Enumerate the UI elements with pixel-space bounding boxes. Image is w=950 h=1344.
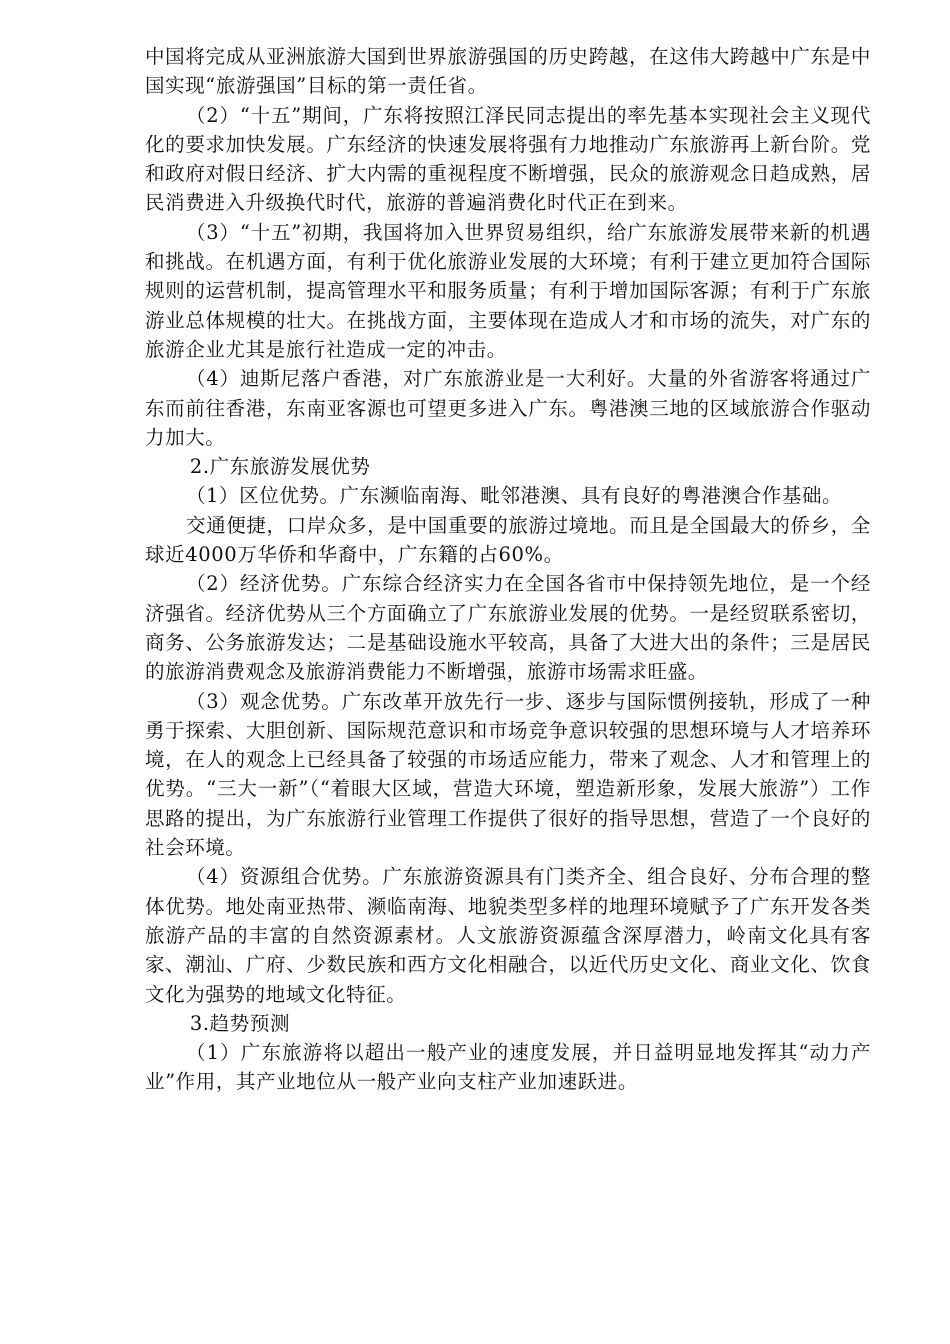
paragraph-advantage-resources: （4）资源组合优势。广东旅游资源具有门类齐全、组合良好、分布合理的整体优势。地处南亚热带、濒临南海、地貌类型多样的地理环境赋予了广东开发各类旅游产品的丰富的自然资源素材。人文旅游资源蕴含深厚潜力，岭南文化具有客家、潮汕、广府、少数民族和西方文化相融合，以近代历史文化、商业文化、饮食文化为强势的地域文化特征。 bbox=[145, 865, 871, 1006]
paragraph-advantage-transport: 交通便捷，口岸众多，是中国重要的旅游过境地。而且是全国最大的侨乡，全球近4000万华侨和华裔中，广东籍的占60%。 bbox=[145, 513, 871, 567]
section-heading-advantages: 2.广东旅游发展优势 bbox=[189, 455, 371, 479]
paragraph-trend-1: （1）广东旅游将以超出一般产业的速度发展，并日益明显地发挥其“动力产业”作用，其产业地位从一般产业向支柱产业加速跃进。 bbox=[145, 1041, 871, 1094]
document-page bbox=[145, 42, 871, 1097]
paragraph-intro-continuation: 中国将完成从亚洲旅游大国到世界旅游强国的历史跨越，在这伟大跨越中广东是中国实现“旅游强国”目标的第一责任省。 bbox=[145, 45, 871, 98]
paragraph-advantage-concept: （3）观念优势。广东改革开放先行一步、逐步与国际惯例接轨，形成了一种勇于探索、大胆创新、国际规范意识和市场竞争意识较强的思想环境与人才培养环境，在人的观念上已经具备了较强的市场适应能力，带来了观念、人才和管理上的优势。“三大一新”（“着眼大区域，营造大环境，塑造新形象，发展大旅游”）工作思路的提出，为广东旅游行业管理工作提供了很好的指导思想，营造了一个良好的社会环境。 bbox=[145, 689, 871, 860]
section-heading-trend-forecast: 3.趋势预测 bbox=[189, 1011, 291, 1035]
paragraph-advantage-location: （1）区位优势。广东濒临南海、毗邻港澳、具有良好的粤港澳合作基础。 bbox=[185, 484, 843, 508]
paragraph-opportunity-3: （3）“十五”初期，我国将加入世界贸易组织，给广东旅游发展带来新的机遇和挑战。在机遇方面，有利于优化旅游业发展的大环境；有利于建立更加符合国际规则的运营机制，提高管理水平和服务质量；有利于增加国际客源；有利于广东旅游业总体规模的壮大。在挑战方面，主要体现在造成人才和市场的流失，对广东的旅游企业尤其是旅行社造成一定的冲击。 bbox=[145, 220, 871, 361]
paragraph-opportunity-2: （2）“十五”期间，广东将按照江泽民同志提出的率先基本实现社会主义现代化的要求加快发展。广东经济的快速发展将强有力地推动广东旅游再上新台阶。党和政府对假日经济、扩大内需的重视程度不断增强，民众的旅游观念日趋成熟，居民消费进入升级换代时代，旅游的普遍消费化时代正在到来。 bbox=[145, 103, 871, 215]
paragraph-opportunity-4: （4）迪斯尼落户香港，对广东旅游业是一大利好。大量的外省游客将通过广东而前往香港，东南亚客源也可望更多进入广东。粤港澳三地的区域旅游合作驱动力加大。 bbox=[145, 367, 871, 449]
paragraph-advantage-economy: （2）经济优势。广东综合经济实力在全国各省市中保持领先地位，是一个经济强省。经济优势从三个方面确立了广东旅游业发展的优势。一是经贸联系密切，商务、公务旅游发达；二是基础设施水平较高，具备了大进大出的条件；三是居民的旅游消费观念及旅游消费能力不断增强，旅游市场需求旺盛。 bbox=[145, 572, 871, 684]
